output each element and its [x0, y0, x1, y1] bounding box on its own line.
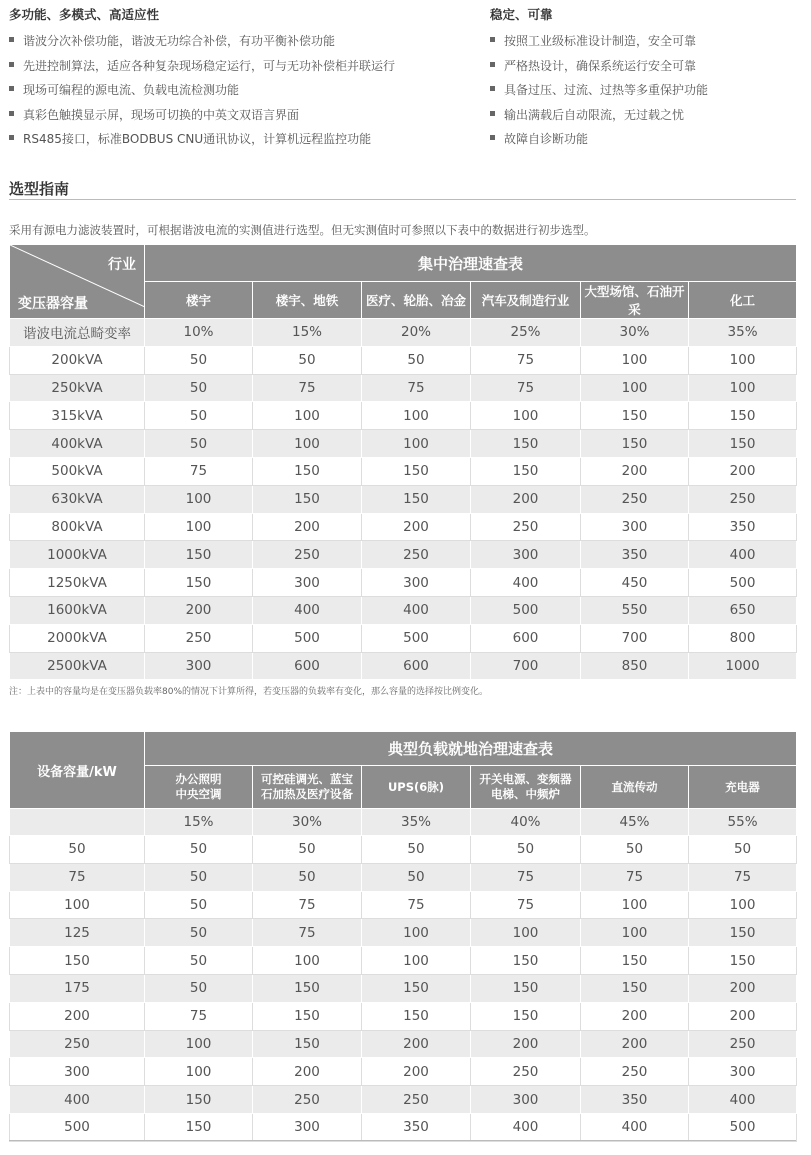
table1-cell: 300 — [471, 541, 581, 569]
table1-row — [10, 346, 797, 374]
table1-row — [10, 652, 797, 680]
table1-thd-cell: 35% — [689, 319, 797, 347]
table1-cell: 250 — [471, 513, 581, 541]
table2-column-header-line2: 中央空调 — [175, 787, 222, 801]
table2-cell: 400 — [689, 1086, 797, 1114]
table2-cell: 50 — [253, 863, 362, 891]
table2-row-label: 75 — [10, 863, 145, 891]
table1-thd-cell: 15% — [253, 319, 362, 347]
table2-row — [10, 1030, 797, 1058]
table1-cell: 75 — [362, 374, 471, 402]
feature-item — [490, 29, 800, 54]
table1-row-label: 315kVA — [10, 402, 145, 430]
table1-thd-cell: 30% — [581, 319, 689, 347]
table2-cell: 350 — [362, 1113, 471, 1141]
table1-cell: 400 — [689, 541, 797, 569]
table1-body — [10, 319, 797, 680]
table1-row-label: 250kVA — [10, 374, 145, 402]
table1-cell: 400 — [362, 596, 471, 624]
table2-thd-cell: 45% — [581, 809, 689, 836]
table1-cell: 250 — [145, 624, 253, 652]
table1-cell: 250 — [253, 541, 362, 569]
table2-cell: 75 — [581, 863, 689, 891]
table2-thd-cell: 35% — [362, 809, 471, 836]
table1-cell: 150 — [253, 485, 362, 513]
table2-row — [10, 1113, 797, 1141]
table1-cell: 500 — [471, 596, 581, 624]
table1-column-header: 大型场馆、石油开采 — [581, 282, 689, 319]
table2-cell: 150 — [253, 1002, 362, 1030]
feature-text: 按照工业级标准设计制造，安全可靠 — [504, 34, 697, 48]
table1-row-label: 800kVA — [10, 513, 145, 541]
table2-cell: 250 — [471, 1058, 581, 1086]
table2-row-label: 500 — [10, 1113, 145, 1141]
table2-cell: 300 — [471, 1086, 581, 1114]
features-left-column — [9, 6, 469, 152]
features-left-list — [9, 29, 469, 152]
table1-row — [10, 513, 797, 541]
table1-cell: 400 — [253, 596, 362, 624]
table2-cell: 200 — [362, 1058, 471, 1086]
table2-row-label: 50 — [10, 836, 145, 864]
table2-row-label: 175 — [10, 974, 145, 1002]
table2-cell: 100 — [362, 919, 471, 947]
table2-column-header-line1: UPS(6脉) — [387, 779, 445, 794]
table1-cell: 300 — [581, 513, 689, 541]
table1-row-label: 2500kVA — [10, 652, 145, 680]
table1-cell: 650 — [689, 596, 797, 624]
table1-cell: 50 — [145, 374, 253, 402]
table2-cell: 150 — [362, 1002, 471, 1030]
table1-row — [10, 596, 797, 624]
table1-cell: 150 — [362, 485, 471, 513]
feature-text: 输出满载后自动限流，无过载之忧 — [504, 107, 685, 122]
table2-cell: 400 — [471, 1113, 581, 1141]
table2-cell: 150 — [362, 974, 471, 1002]
square-bullet-icon — [490, 135, 495, 140]
table1-row-label: 200kVA — [10, 346, 145, 374]
table2-cell: 50 — [471, 836, 581, 864]
table2-column-header — [581, 766, 689, 809]
table1-corner-header — [10, 245, 145, 319]
square-bullet-icon — [490, 62, 495, 67]
table2-cell: 200 — [581, 1030, 689, 1058]
table2-row-label: 250 — [10, 1030, 145, 1058]
table1-cell: 300 — [145, 652, 253, 680]
table1-cell: 100 — [145, 513, 253, 541]
table1-column-header: 汽车及制造行业 — [471, 282, 581, 319]
table2-cell: 50 — [362, 863, 471, 891]
table2-cell: 75 — [253, 891, 362, 919]
feature-item — [490, 127, 800, 152]
table2-cell: 100 — [471, 919, 581, 947]
table2-cell: 100 — [689, 891, 797, 919]
table1-row-label: 1000kVA — [10, 541, 145, 569]
feature-item — [490, 78, 800, 103]
table2-cell: 100 — [581, 919, 689, 947]
table1-row-label: 2000kVA — [10, 624, 145, 652]
table2-cell: 500 — [689, 1113, 797, 1141]
table1-row — [10, 541, 797, 569]
table1-cell: 50 — [145, 346, 253, 374]
table1-cell: 200 — [471, 485, 581, 513]
table1-cell: 75 — [471, 346, 581, 374]
table2-cell: 50 — [145, 919, 253, 947]
table2-cell: 150 — [253, 1030, 362, 1058]
table2-row — [10, 891, 797, 919]
square-bullet-icon — [490, 86, 495, 91]
table2-thd-cell: 40% — [471, 809, 581, 836]
table2-cell: 300 — [253, 1113, 362, 1141]
table2-body — [10, 836, 797, 1142]
feature-item — [9, 29, 469, 54]
section-divider — [9, 199, 796, 200]
table1-cell: 500 — [689, 569, 797, 597]
table2-thd-label-cell — [10, 809, 145, 836]
features-right-list — [490, 29, 800, 152]
table1-column-header: 化工 — [689, 282, 797, 319]
table1-cell: 150 — [471, 430, 581, 458]
feature-item — [9, 103, 469, 128]
table1-cell: 150 — [581, 402, 689, 430]
table1-cell: 250 — [362, 541, 471, 569]
features-right-title: 稳定、可靠 — [490, 7, 553, 22]
features-right-column — [490, 6, 800, 152]
features-left-title: 多功能、多模式、高适应性 — [9, 7, 160, 22]
table2-cell: 75 — [689, 863, 797, 891]
table2-row — [10, 974, 797, 1002]
table1-cell: 150 — [253, 457, 362, 485]
table1-row-label: 500kVA — [10, 457, 145, 485]
table1-row — [10, 402, 797, 430]
table1-row — [10, 457, 797, 485]
table1-cell: 250 — [689, 485, 797, 513]
table2-cell: 250 — [581, 1058, 689, 1086]
table2-row — [10, 919, 797, 947]
table1-cell: 850 — [581, 652, 689, 680]
table2-cell: 200 — [362, 1030, 471, 1058]
table2-cell: 150 — [581, 947, 689, 975]
table1-row — [10, 624, 797, 652]
table1-cell: 1000 — [689, 652, 797, 680]
table1-cell: 50 — [145, 402, 253, 430]
table2-column-header-line1: 开关电源、变频器 — [479, 772, 572, 786]
centralized-selection-table — [9, 244, 797, 680]
table2-cell: 150 — [689, 919, 797, 947]
table1-cell: 50 — [253, 346, 362, 374]
square-bullet-icon — [490, 37, 495, 42]
table2-cell: 200 — [581, 1002, 689, 1030]
table1-cell: 50 — [145, 430, 253, 458]
table2-cell: 300 — [689, 1058, 797, 1086]
table2-column-header — [253, 766, 362, 809]
table2-column-header — [471, 766, 581, 809]
table2-thd-cell: 15% — [145, 809, 253, 836]
feature-text: 故障自诊断功能 — [504, 132, 589, 147]
table1-corner-top: 行业 — [108, 257, 136, 273]
table2-row — [10, 836, 797, 864]
table2-row — [10, 1058, 797, 1086]
table1-thd-cell: 25% — [471, 319, 581, 347]
table2-cell: 150 — [689, 947, 797, 975]
table1-cell: 200 — [145, 596, 253, 624]
feature-item — [9, 127, 469, 152]
table2-group-title: 典型负载就地治理速查表 — [145, 732, 797, 766]
table2-row — [10, 1086, 797, 1114]
table2-column-header-line1: 可控硅调光、蓝宝 — [261, 772, 353, 786]
table1-cell: 150 — [689, 430, 797, 458]
table1-cell: 100 — [362, 430, 471, 458]
table1-cell: 100 — [581, 374, 689, 402]
table2-row-label-header: 设备容量/kW — [10, 732, 145, 809]
table1-cell: 150 — [145, 541, 253, 569]
table1-footnote: 注：上表中的容量均是在变压器负载率80%的情况下计算所得，若变压器的负载率有变化，那么容量的选择按比例变化。 — [9, 687, 489, 697]
table2-thd-cell: 55% — [689, 809, 797, 836]
table2-cell: 75 — [253, 919, 362, 947]
table1-cell: 600 — [362, 652, 471, 680]
table1-cell: 400 — [471, 569, 581, 597]
table2-cell: 400 — [581, 1113, 689, 1141]
table2-cell: 50 — [581, 836, 689, 864]
table2-column-header-line2: 电梯、中频炉 — [491, 787, 560, 801]
table2-cell: 50 — [145, 947, 253, 975]
table2-cell: 150 — [581, 974, 689, 1002]
feature-text: 真彩色触摸显示屏，现场可切换的中英文双语言界面 — [23, 107, 300, 122]
table1-cell: 800 — [689, 624, 797, 652]
table2-column-header — [145, 766, 253, 809]
table2-cell: 150 — [253, 974, 362, 1002]
table1-cell: 100 — [689, 374, 797, 402]
table1-column-header: 楼宇、地铁 — [253, 282, 362, 319]
table1-cell: 150 — [362, 457, 471, 485]
table1-cell: 200 — [581, 457, 689, 485]
table2-cell: 100 — [145, 1058, 253, 1086]
table2-cell: 250 — [253, 1086, 362, 1114]
table1-cell: 600 — [471, 624, 581, 652]
table1-cell: 75 — [145, 457, 253, 485]
table2-cell: 75 — [145, 1002, 253, 1030]
table1-cell: 450 — [581, 569, 689, 597]
table2-cell: 150 — [471, 947, 581, 975]
table2-cell: 100 — [581, 891, 689, 919]
features-section — [9, 6, 804, 156]
table2-cell: 75 — [471, 891, 581, 919]
table2-cell: 50 — [253, 836, 362, 864]
table1-thd-cell: 20% — [362, 319, 471, 347]
table2-row-label: 300 — [10, 1058, 145, 1086]
table1-cell: 100 — [689, 346, 797, 374]
table1-cell: 700 — [471, 652, 581, 680]
square-bullet-icon — [490, 111, 495, 116]
table1-cell: 300 — [253, 569, 362, 597]
table2-cell: 200 — [689, 1002, 797, 1030]
table1-cell: 150 — [581, 430, 689, 458]
table1-cell: 75 — [471, 374, 581, 402]
feature-item — [490, 103, 800, 128]
feature-text: 谐波分次补偿功能，谐波无功综合补偿，有功平衡补偿功能 — [23, 34, 336, 48]
table1-cell: 250 — [581, 485, 689, 513]
table1-cell: 200 — [253, 513, 362, 541]
table2-cell: 50 — [145, 891, 253, 919]
section-intro: 采用有源电力滤波装置时，可根据谐波电流的实测值进行选型。但无实测值时可参照以下表中的数据进行初步选型。 — [9, 223, 596, 237]
table2-cell: 75 — [471, 863, 581, 891]
square-bullet-icon — [9, 86, 14, 91]
table2-column-header — [689, 766, 797, 809]
table1-cell: 300 — [362, 569, 471, 597]
table1-row-label: 1250kVA — [10, 569, 145, 597]
table1-cell: 150 — [145, 569, 253, 597]
table2-cell: 100 — [145, 1030, 253, 1058]
table1-cell: 100 — [581, 346, 689, 374]
table1-cell: 100 — [362, 402, 471, 430]
square-bullet-icon — [9, 37, 14, 42]
table2-row-label: 100 — [10, 891, 145, 919]
table1-row — [10, 430, 797, 458]
table2-cell: 250 — [362, 1086, 471, 1114]
table2-cell: 250 — [689, 1030, 797, 1058]
table2-row — [10, 1002, 797, 1030]
table2-cell: 200 — [689, 974, 797, 1002]
table1-cell: 500 — [253, 624, 362, 652]
table2-column-header — [362, 766, 471, 809]
table2-column-header-line1: 充电器 — [725, 779, 760, 794]
table1-thd-label: 谐波电流总畸变率 — [10, 319, 145, 347]
square-bullet-icon — [9, 62, 14, 67]
table2-row-label: 150 — [10, 947, 145, 975]
table2-row-label: 400 — [10, 1086, 145, 1114]
section-heading: 选型指南 — [9, 180, 70, 198]
table1-cell: 100 — [471, 402, 581, 430]
feature-item — [9, 78, 469, 103]
table1-column-header: 楼宇 — [145, 282, 253, 319]
table2-column-header-line1: 直流传动 — [611, 779, 658, 794]
table1-row — [10, 374, 797, 402]
table2-cell: 200 — [253, 1058, 362, 1086]
table1-row — [10, 569, 797, 597]
table2-cell: 100 — [362, 947, 471, 975]
table2-thd-cell: 30% — [253, 809, 362, 836]
feature-text: 现场可编程的源电流、负载电流检测功能 — [23, 83, 240, 98]
table2-cell: 50 — [145, 974, 253, 1002]
table2-cell: 50 — [145, 836, 253, 864]
table1-cell: 700 — [581, 624, 689, 652]
table1-row-label: 630kVA — [10, 485, 145, 513]
table2-cell: 150 — [145, 1113, 253, 1141]
table2-cell: 200 — [471, 1030, 581, 1058]
table2-cell: 75 — [362, 891, 471, 919]
square-bullet-icon — [9, 111, 14, 116]
table1-cell: 100 — [145, 485, 253, 513]
table1-cell: 100 — [253, 402, 362, 430]
table1-group-title: 集中治理速查表 — [145, 245, 797, 282]
table1-cell: 550 — [581, 596, 689, 624]
table1-thd-row — [10, 319, 797, 347]
table1-row-label: 400kVA — [10, 430, 145, 458]
table1-cell: 150 — [471, 457, 581, 485]
square-bullet-icon — [9, 135, 14, 140]
table2-cell: 150 — [145, 1086, 253, 1114]
table2-cell: 150 — [471, 1002, 581, 1030]
table1-cell: 500 — [362, 624, 471, 652]
table1-column-header: 医疗、轮胎、冶金 — [362, 282, 471, 319]
table1-corner-bottom: 变压器容量 — [18, 296, 88, 312]
table1-thd-cell: 10% — [145, 319, 253, 347]
table1-cell: 600 — [253, 652, 362, 680]
table1-cell: 75 — [253, 374, 362, 402]
feature-text: 严格热设计，确保系统运行安全可靠 — [504, 58, 697, 73]
table2-cell: 350 — [581, 1086, 689, 1114]
table2-cell: 50 — [362, 836, 471, 864]
table2-row — [10, 947, 797, 975]
feature-item — [9, 54, 469, 79]
table1-row — [10, 485, 797, 513]
table2-row-label: 200 — [10, 1002, 145, 1030]
table2-row-label: 125 — [10, 919, 145, 947]
table1-cell: 50 — [362, 346, 471, 374]
table2-column-header-line2: 石加热及医疗设备 — [261, 787, 353, 801]
table2-row — [10, 863, 797, 891]
table2-column-header-line1: 办公照明 — [175, 772, 222, 786]
table1-cell: 200 — [689, 457, 797, 485]
table2-cell: 50 — [689, 836, 797, 864]
table2-cell: 150 — [471, 974, 581, 1002]
table1-cell: 100 — [253, 430, 362, 458]
table2-thd-row — [10, 809, 797, 836]
table1-cell: 350 — [689, 513, 797, 541]
table1-row-label: 1600kVA — [10, 596, 145, 624]
table2-cell: 50 — [145, 863, 253, 891]
feature-text: 具备过压、过流、过热等多重保护功能 — [504, 83, 709, 98]
local-load-selection-table — [9, 731, 797, 1142]
feature-text: 先进控制算法，适应各种复杂现场稳定运行，可与无功补偿柜并联运行 — [23, 58, 396, 73]
feature-item — [490, 54, 800, 79]
table1-cell: 350 — [581, 541, 689, 569]
feature-text: RS485接口，标准BODBUS CNU通讯协议，计算机远程监控功能 — [23, 132, 372, 147]
table1-cell: 200 — [362, 513, 471, 541]
table1-cell: 150 — [689, 402, 797, 430]
table2-cell: 100 — [253, 947, 362, 975]
bottom-divider — [9, 1140, 796, 1141]
